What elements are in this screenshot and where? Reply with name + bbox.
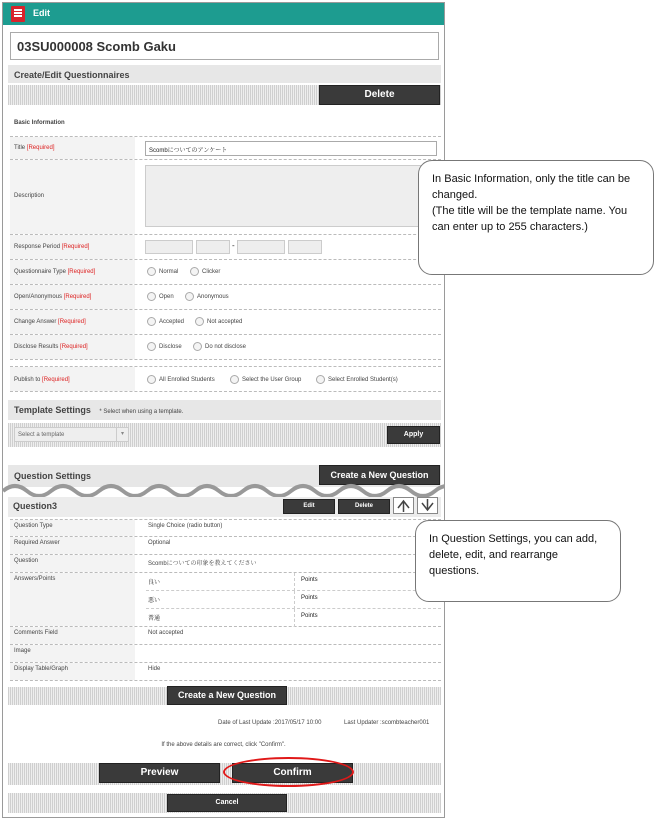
confirm-note: If the above details are correct, click "Confirm". (161, 742, 286, 748)
period-separator: - (232, 241, 235, 250)
question-type-value: Single Choice (radio button) (148, 523, 223, 529)
basic-info-callout: In Basic Information, only the title can be changed. (The title will be the template name. You can enter up to 255 characters.) (418, 160, 654, 275)
comments-row (10, 627, 441, 645)
answer-row (146, 573, 441, 591)
question-type-row (10, 519, 441, 537)
answers-row (10, 573, 441, 627)
display-row (10, 663, 441, 681)
publish-students-radio[interactable]: Select Enrolled Student(s) (316, 375, 398, 384)
preview-button[interactable]: Preview (99, 763, 220, 783)
display-value: Hide (148, 666, 161, 672)
anonymous-radio[interactable]: Anonymous (185, 292, 229, 301)
delete-question-button[interactable]: Delete (338, 499, 390, 514)
basic-info-heading: Basic Information (14, 120, 65, 126)
comments-value: Not accepted (148, 630, 184, 636)
answer-points: Points (294, 591, 324, 609)
create-question-top-button[interactable]: Create a New Question (319, 465, 440, 485)
move-down-button[interactable] (417, 497, 438, 514)
questionnaire-logo-icon (11, 6, 25, 22)
title-row (10, 136, 441, 160)
open-anonymous-row (10, 285, 441, 310)
title-input[interactable]: Scombについてのアンケート (145, 141, 437, 156)
question-text-row (10, 555, 441, 573)
arrow-down-icon (418, 498, 437, 513)
window-title: Edit (33, 8, 50, 18)
course-title: 03SU000008 Scomb Gaku (10, 32, 439, 60)
question-type-label: Question Type (14, 523, 53, 529)
template-note: * Select when using a template. (99, 409, 184, 415)
answer-row (146, 591, 441, 609)
qtype-row (10, 260, 441, 285)
image-row (10, 645, 441, 663)
title-label: Title [Required] (14, 145, 55, 151)
question-text-value: Scombについての印象を教えてください (148, 561, 257, 567)
publish-group-radio[interactable]: Select the User Group (230, 375, 301, 384)
accepted-radio[interactable]: Accepted (147, 317, 184, 326)
confirm-highlight-ellipse (223, 757, 354, 787)
qtype-label: Questionnaire Type [Required] (14, 269, 96, 275)
template-select[interactable]: Select a template (14, 427, 129, 442)
end-date-input[interactable] (237, 240, 285, 254)
question-settings-callout: In Question Settings, you can add, delete, edit, and rearrange questions. (415, 520, 621, 602)
not-accepted-radio[interactable]: Not accepted (195, 317, 242, 326)
disclose-row (10, 335, 441, 360)
cancel-button[interactable]: Cancel (167, 794, 287, 812)
last-updater: Last Updater :scombteacher001 (344, 720, 430, 726)
answer-row (146, 609, 441, 627)
arrow-up-icon (394, 498, 413, 513)
publish-label: Publish to [Required] (14, 377, 70, 383)
delete-questionnaire-button[interactable]: Delete (319, 85, 440, 105)
display-label: Display Table/Graph (14, 666, 68, 672)
template-heading-bar (8, 400, 441, 420)
response-period-row (10, 235, 441, 260)
disclose-radio[interactable]: Disclose (147, 342, 182, 351)
question-name: Question3 (13, 501, 58, 511)
description-label: Description (14, 193, 45, 199)
window-header (3, 3, 444, 25)
template-heading: Template Settings (14, 405, 91, 415)
end-time-input[interactable] (288, 240, 322, 254)
answers-label: Answers/Points (14, 576, 56, 582)
image-label: Image (14, 648, 31, 654)
start-time-input[interactable] (196, 240, 230, 254)
chevron-down-icon[interactable]: ▾ (116, 428, 128, 441)
required-answer-value: Optional (148, 540, 171, 546)
last-update: Date of Last Update :2017/05/17 10:00 (218, 720, 322, 726)
disclose-label: Disclose Results [Required] (14, 344, 88, 350)
edit-window (2, 2, 445, 818)
confirm-button[interactable]: Confirm (232, 763, 353, 783)
response-period-label: Response Period [Required] (14, 244, 90, 250)
change-answer-label: Change Answer [Required] (14, 319, 86, 325)
create-edit-heading: Create/Edit Questionnaires (8, 65, 441, 83)
description-textarea[interactable] (145, 165, 437, 227)
change-answer-row (10, 310, 441, 335)
required-answer-row (10, 537, 441, 555)
open-anonymous-label: Open/Anonymous [Required] (14, 294, 92, 300)
answer-text: 普通 (148, 616, 161, 622)
question-settings-heading: Question Settings (8, 465, 441, 487)
start-date-input[interactable] (145, 240, 193, 254)
answer-points: Points (294, 609, 324, 627)
publish-row (10, 366, 441, 392)
answer-text: 悪い (148, 598, 161, 604)
apply-template-button[interactable]: Apply (387, 426, 440, 444)
qtype-clicker-radio[interactable]: Clicker (190, 267, 220, 276)
edit-question-button[interactable]: Edit (283, 499, 335, 514)
question-text-label: Question (14, 558, 39, 564)
comments-label: Comments Field (14, 630, 58, 636)
create-question-bottom-button[interactable]: Create a New Question (167, 686, 287, 705)
publish-all-radio[interactable]: All Enrolled Students (147, 375, 215, 384)
qtype-normal-radio[interactable]: Normal (147, 267, 178, 276)
description-row (10, 160, 441, 235)
open-radio[interactable]: Open (147, 292, 174, 301)
required-answer-label: Required Answer (14, 540, 60, 546)
answer-points: Points (294, 573, 324, 591)
answer-text: 良い (148, 580, 161, 586)
move-up-button[interactable] (393, 497, 414, 514)
do-not-disclose-radio[interactable]: Do not disclose (193, 342, 246, 351)
